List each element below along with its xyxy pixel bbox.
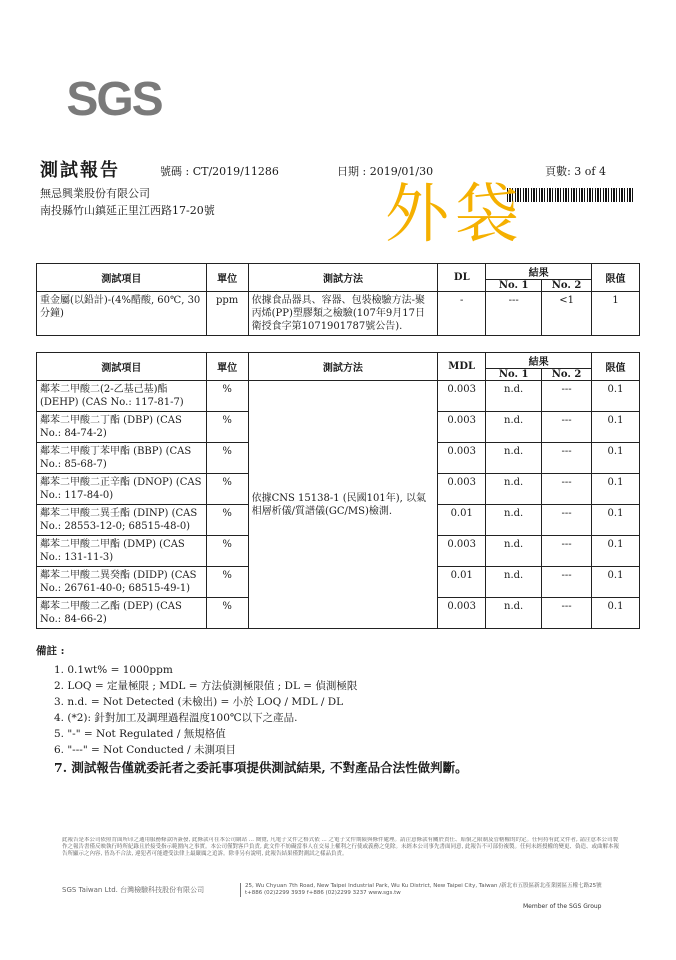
cell-no2: --- [542, 505, 592, 536]
footer-phone: t+886 (02)2299 3939 f+886 (02)2299 3237 www.sgs.tw [245, 890, 401, 896]
cell-mdl: 0.003 [438, 381, 486, 412]
header-result: 結果 [486, 353, 592, 369]
cell-limit: 0.1 [592, 505, 640, 536]
svg-text:SGS: SGS [66, 73, 162, 122]
cell-item: 鄰苯二甲酸二異癸酯 (DIDP) (CAS No.: 26761-40-0; 68515-49-1) [37, 567, 207, 598]
cell-unit: % [206, 567, 248, 598]
footer [62, 837, 622, 897]
heavy-metal-table [36, 263, 640, 336]
footer-address: 25, Wu Chyuan 7th Road, New Taipei Industrial Park, Wu Ku District, New Taipei City, Taiwan /新北市五股區新北產業園區五權七路25號 [245, 883, 602, 889]
cell-mdl: 0.01 [438, 505, 486, 536]
header-no1: No. 1 [486, 369, 542, 381]
cell-item: 鄰苯二甲酸丁苯甲酯 (BBP) (CAS No.: 85-68-7) [37, 443, 207, 474]
header-method: 測試方法 [248, 353, 438, 381]
header-dl: DL [438, 264, 486, 292]
cell-no1: n.d. [486, 567, 542, 598]
list-item: 7. 測試報告僅就委託者之委託事項提供測試結果, 不對產品合法性做判斷。 [54, 760, 468, 775]
cell-mdl: 0.003 [438, 536, 486, 567]
cell-mdl: 0.003 [438, 443, 486, 474]
cell-limit: 0.1 [592, 567, 640, 598]
cell-no2: --- [542, 412, 592, 443]
page-number: 頁數: 3 of 4 [545, 165, 606, 178]
cell-unit: % [206, 381, 248, 412]
header-method: 測試方法 [248, 264, 438, 292]
cell-unit: % [206, 505, 248, 536]
company-address: 南投縣竹山鎮延正里江西路17-20號 [40, 204, 215, 217]
cell-no2: --- [542, 381, 592, 412]
footer-address-row [62, 883, 622, 897]
cell-no1: n.d. [486, 505, 542, 536]
phthalate-table [36, 352, 640, 629]
company-block [40, 185, 215, 219]
barcode [507, 188, 635, 202]
sgs-logo [66, 72, 162, 122]
footer-address-block [240, 883, 602, 897]
table-row [37, 381, 640, 412]
cell-no2: --- [542, 567, 592, 598]
cell-limit: 0.1 [592, 474, 640, 505]
cell-item: 鄰苯二甲酸二異壬酯 (DINP) (CAS No.: 28553-12-0; 68515-48-0) [37, 505, 207, 536]
member-text: Member of the SGS Group [523, 903, 602, 910]
cell-item: 鄰苯二甲酸二乙酯 (DEP) (CAS No.: 84-66-2) [37, 598, 207, 629]
cell-method: 依據食品器具、容器、包裝檢驗方法-聚丙烯(PP)塑膠類之檢驗(107年9月17日衛授食字第1071901787號公告). [248, 292, 438, 336]
cell-mdl: 0.003 [438, 474, 486, 505]
cell-item: 重金屬(以鉛計)-(4%醋酸, 60℃, 30分鐘) [37, 292, 207, 336]
cell-no2: --- [542, 598, 592, 629]
cell-no1: n.d. [486, 412, 542, 443]
cell-no1: n.d. [486, 381, 542, 412]
cell-limit: 1 [592, 292, 640, 336]
list-item: 3. n.d. = Not Detected (未檢出) = 小於 LOQ / MDL / DL [54, 696, 344, 708]
cell-item: 鄰苯二甲酸二正辛酯 (DNOP) (CAS No.: 117-84-0) [37, 474, 207, 505]
cell-no1: n.d. [486, 474, 542, 505]
cell-method: 依據CNS 15138-1 (民國101年), 以氣相層析儀/質譜儀(GC/MS)檢測. [248, 381, 438, 629]
cell-limit: 0.1 [592, 412, 640, 443]
cell-mdl: 0.003 [438, 412, 486, 443]
cell-unit: % [206, 536, 248, 567]
header-unit: 單位 [206, 264, 248, 292]
header-unit: 單位 [206, 353, 248, 381]
notes-list [36, 662, 468, 776]
list-item: 1. 0.1wt% = 1000ppm [54, 664, 173, 676]
cell-unit: % [206, 474, 248, 505]
cell-unit: ppm [206, 292, 248, 336]
cell-no2: --- [542, 443, 592, 474]
cell-limit: 0.1 [592, 381, 640, 412]
company-name: 無忌興業股份有限公司 [40, 187, 150, 200]
report-date: 日期 : 2019/01/30 [337, 165, 434, 178]
notes-heading: 備註 : [36, 645, 65, 657]
header-mdl: MDL [438, 353, 486, 381]
legal-text: 此報告是本公司依照背面所印之通用服務條款所簽發, 此條款可在本公司網站 ... 閱覽, 凡電子文件之格式依 ... 之電子文件期限與條件處理。請注意條款有關於責任、賠償之限制及管轄權的約定。任何持有此文件者, 請注意本公司製作之報告書僅反映執行時所紀錄且於接受指示範圍內之事實。本公司僅對客戶負責, 此文件不妨礙當事人在交易上權利之行使或義務之免除。未經本公司事先書面同意, 此報告不可部份複製。任何未經授權的變更、偽造、或曲解本報告所顯示之內容, 皆為不合法, 違犯者可能遭受法律上最嚴厲之追訴。除非另有說明, 此報告結果僅對測試之樣品負責。 [62, 837, 620, 857]
header-limit: 限值 [592, 353, 640, 381]
list-item: 5. "-" = Not Regulated / 無規格值 [54, 728, 226, 740]
header-limit: 限值 [592, 264, 640, 292]
report-number: 號碼 : CT/2019/11286 [160, 165, 279, 178]
header-result: 結果 [486, 264, 592, 280]
header-no2: No. 2 [542, 369, 592, 381]
header-no1: No. 1 [486, 280, 542, 292]
header-item: 測試項目 [37, 264, 207, 292]
cell-no1: --- [486, 292, 542, 336]
report-title: 測試報告 [40, 160, 120, 181]
header-item: 測試項目 [37, 353, 207, 381]
cell-mdl: 0.003 [438, 598, 486, 629]
header-no2: No. 2 [542, 280, 592, 292]
cell-no2: <1 [542, 292, 592, 336]
cell-no1: n.d. [486, 598, 542, 629]
cell-unit: % [206, 412, 248, 443]
cell-no1: n.d. [486, 443, 542, 474]
list-item: 2. LOQ = 定量極限 ; MDL = 方法偵測極限值 ; DL = 偵測極限 [54, 680, 358, 692]
list-item: 4. (*2): 針對加工及調理過程溫度100℃以下之產品. [54, 712, 298, 724]
cell-dl: - [438, 292, 486, 336]
table-row [37, 292, 640, 336]
cell-item: 鄰苯二甲酸二丁酯 (DBP) (CAS No.: 84-74-2) [37, 412, 207, 443]
cell-unit: % [206, 598, 248, 629]
cell-limit: 0.1 [592, 536, 640, 567]
cell-item: 鄰苯二甲酸二甲酯 (DMP) (CAS No.: 131-11-3) [37, 536, 207, 567]
cell-unit: % [206, 443, 248, 474]
cell-no2: --- [542, 536, 592, 567]
cell-mdl: 0.01 [438, 567, 486, 598]
cell-no1: n.d. [486, 536, 542, 567]
cell-no2: --- [542, 474, 592, 505]
handwritten-annotation: 外袋 [385, 178, 525, 252]
footer-company: SGS Taiwan Ltd. 台灣檢驗科技股份有限公司 [62, 885, 205, 894]
list-item: 6. "---" = Not Conducted / 未測項目 [54, 744, 237, 756]
cell-limit: 0.1 [592, 443, 640, 474]
cell-item: 鄰苯二甲酸二(2-乙基己基)酯 (DEHP) (CAS No.: 117-81-7) [37, 381, 207, 412]
notes [36, 643, 468, 776]
cell-limit: 0.1 [592, 598, 640, 629]
